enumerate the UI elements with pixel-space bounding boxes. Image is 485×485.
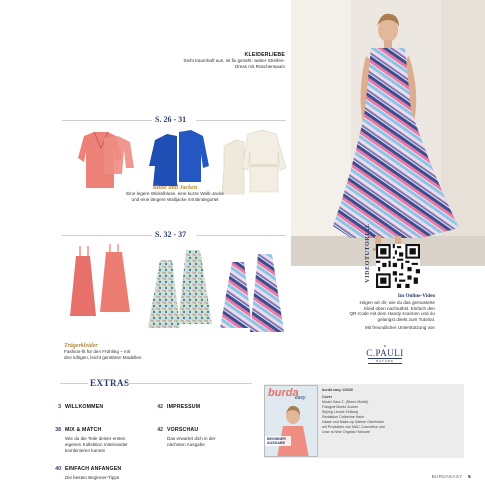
extras-item-desc-line: Das erwartet dich in der (167, 436, 216, 441)
extras-col-left (48, 395, 158, 481)
video-label: VIDEOTUTORIAL (365, 223, 371, 283)
extras-item-title: IMPRESSUM (167, 404, 201, 410)
extras-item-title: VORSCHAU (167, 427, 199, 433)
cpauli-logo (354, 344, 416, 364)
extras-item-desc-line: nächsten Ausgabe (167, 441, 205, 447)
video-heading: Im Online-Video (397, 293, 435, 299)
extras-rule-left (60, 383, 88, 384)
extras-rule-right (124, 383, 252, 384)
extras-item-num: 42 (157, 427, 163, 433)
extras-item-title: WILLKOMMEN (65, 404, 104, 410)
extras-item[interactable] (48, 418, 158, 453)
cpauli-ornament: ❦ (383, 344, 387, 348)
intro-heading: KLEIDERLIEBE (244, 52, 285, 58)
section2-rule-right (196, 235, 286, 236)
video-line4: gelangst direkt zum Tutorial. (377, 317, 435, 323)
credits-title: burda easy 1/2026 (322, 388, 353, 392)
extras-item[interactable] (48, 457, 158, 481)
magazine-credits (322, 388, 462, 435)
extras-item-num: 38 (55, 427, 61, 433)
page-number: 5 (468, 474, 471, 479)
section2-pages: S. 32 - 37 (155, 230, 187, 239)
extras-item[interactable] (150, 418, 260, 448)
section2-rule-left (62, 235, 152, 236)
section1-caption (60, 185, 290, 203)
extras-item-num: 42 (157, 404, 163, 410)
section1-pages: S. 26 - 31 (155, 115, 187, 124)
green-floral-dresses (146, 244, 216, 334)
magazine-cover-text: BEGINNER AUSGABE (267, 437, 286, 445)
extras-col-right (150, 395, 260, 448)
section1-caption-title: Bluse und Jacken (152, 185, 198, 191)
blue-jacket (143, 126, 213, 192)
page-footer (432, 474, 471, 479)
section1-caption-line2: und eine längere Walljacke mit Bindegürtel (131, 196, 219, 202)
credits-line: Cover (322, 395, 333, 399)
credits-line: Styling Leonie Zellweg (322, 410, 358, 414)
extras-item-desc-line: kombinieren kannst (65, 447, 105, 453)
qr-code[interactable] (376, 244, 420, 288)
magazine-cover[interactable] (264, 385, 318, 457)
video-support: Mit freundlicher Unterstützung von (365, 324, 435, 330)
video-line3: QR-Code mit dem Handy scannen und du (349, 311, 435, 317)
extras-item-desc (48, 475, 158, 481)
extras-item-num: 40 (55, 466, 61, 473)
section2-caption-line1: Fashion-fit für den Frühling – mit (64, 349, 131, 354)
extras-item-title: MIX & MATCH (65, 427, 102, 433)
section1-rule-left (62, 120, 152, 121)
coral-slip-dresses (66, 242, 136, 322)
section2-caption-line2: drei luftigen, leicht genähten Modellen (64, 354, 142, 360)
magazine-logo: burda (268, 387, 299, 399)
striped-dresses (218, 248, 288, 338)
intro-caption (175, 52, 285, 70)
coral-wrap-blouse (64, 128, 138, 192)
extras-item-desc-line: eigenen Kollektion miteinander (65, 441, 128, 447)
credits-line: Fotograf Moritz Zucker (322, 405, 359, 409)
extras-item[interactable] (150, 395, 260, 413)
extras-item-desc (48, 436, 158, 453)
credits-line: Haare und Make-up Sabine Oberhuber (322, 420, 385, 424)
intro-text: Sieht traumhaft aus, ist fix genäht: weiter Streifen-Dress mit Rüschensaum (183, 58, 285, 69)
extras-item-num: 3 (58, 404, 61, 410)
extras-item-desc-line: Die besten Beginner-Tipps (65, 475, 120, 481)
video-line2: Kleid oben nachnähst. Einfach den (363, 305, 435, 311)
section1-caption-line1: Eine legere Wickelbluse, eine kurze Walk-Jacke (126, 191, 224, 196)
section1-rule-right (196, 120, 286, 121)
extras-item-desc-line: Wie du die Teile deiner ersten (65, 436, 126, 441)
section2-caption (64, 343, 234, 361)
video-text (285, 294, 435, 331)
credits-line: mit Produkten von MAC Cosmetics und (322, 425, 385, 429)
extras-item-desc (150, 436, 260, 448)
extras-item[interactable] (48, 395, 158, 413)
cpauli-brand: C.PAULI (366, 348, 404, 358)
credits-line: Redaktion Catherine Hahn (322, 415, 365, 419)
video-line1: zeigen wir dir, wie du das gemusterte (359, 299, 435, 305)
extras-item-title: EINFACH ANFANGEN (65, 466, 122, 473)
magazine-logo-sub: easy (295, 395, 306, 401)
extras-title: EXTRAS (90, 378, 130, 388)
section2-caption-title: Trägerkleider (64, 343, 98, 349)
credits-line: Model Sara Z. (Storm Model) (322, 400, 369, 404)
cpauli-sub: NATURE (368, 358, 402, 364)
footer-brand: BURDAEASY (431, 474, 463, 479)
credits-line: Leax is Nine Organic Haircare (322, 430, 370, 434)
